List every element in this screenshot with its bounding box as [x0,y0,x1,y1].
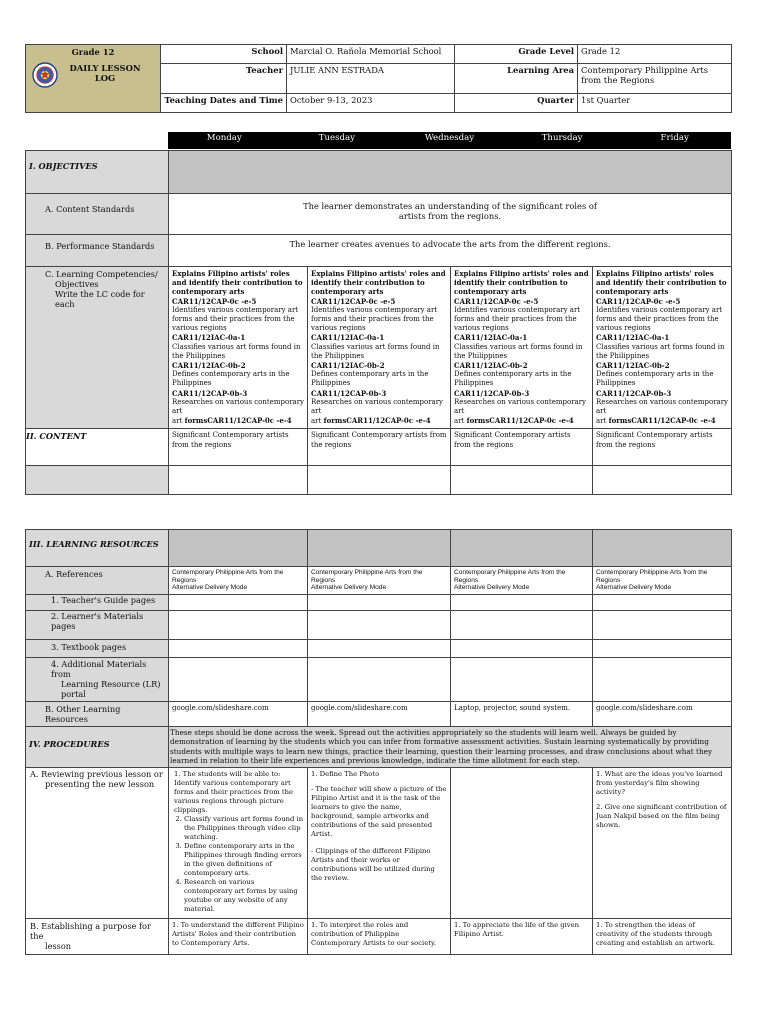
tg-2 [308,594,451,610]
competency-line: Researches on various contemporary art [311,397,444,416]
purpose-tuesday: 1. To interpret the roles and contribution of Philippine Contemporary Artists to our society. [308,918,451,954]
competency-line: Identifies various contemporary art forms and their practices from the various regions [454,305,581,333]
teacher-label: Teacher [161,64,287,94]
competency-line: CAR11/12IAC-0b-2 [172,361,246,371]
competency-line: Explains Filipino artists' roles and identify their contribution to contemporary arts [596,269,727,297]
dates-value: October 9-13, 2023 [287,94,455,113]
header-table [25,44,732,113]
competency-line: Explains Filipino artists' roles and identify their contribution to contemporary arts [311,269,446,297]
tb-3 [451,639,593,657]
competencies-label [26,267,169,429]
weekday-header [168,132,731,149]
review-monday-item-2: 2. Classify various art forms found in the Philippines through video clip watching. [184,815,304,842]
performance-standards-text: The learner creates avenues to advocate the arts from the different regions. [169,235,732,267]
day-friday: Friday [660,133,689,143]
purpose-label-line-2: lesson [45,940,72,951]
review-thursday [593,767,732,918]
competency-line: CAR11/12IAC-0a-1 [172,333,246,343]
references-line-1: Contemporary Philippine Arts from the Regions [172,569,284,584]
procedures-title: IV. PROCEDURES [26,726,169,767]
competency-last-code: formsCAR11/12CAP-0c -e-4 [466,416,574,426]
day-wednesday: Wednesday [424,133,475,143]
review-monday-intro-text: The students will be able to: Identify various contemporary art forms and their practices from the various regions through picture clippings. [174,769,294,814]
grade-level-label: Grade Level [455,45,578,64]
purpose-monday: 1. To understand the different Filipino Artists' Roles and their contribution to Contemporary Arts. [169,918,308,954]
resources-title: III. LEARNING RESOURCES [26,530,169,567]
tb-4 [593,639,732,657]
content-wednesday: Significant Contemporary artists from the regions [451,429,593,466]
competencies-label-line-2: Objectives [55,279,99,289]
tb-1 [169,639,308,657]
competency-line [311,416,447,426]
additional-line-2: Learning Resource (LR) [61,678,161,689]
learning-area-value: Contemporary Philippine Arts from the Regions [578,64,732,94]
textbook-label: 3. Textbook pages [26,639,169,657]
purpose-thursday: 1. To strengthen the ideas of creativity of the students through creating and establish an artwork. [593,918,732,954]
competency-line: CAR11/12CAP-0b-3 [311,388,387,398]
competency-line: Classifies various art forms found in the Philippines [454,342,583,360]
references-tuesday [308,567,451,595]
other-resources-wednesday: Laptop, projector, sound system. [451,701,593,726]
other-resources-tuesday: google.com/slideshare.com [308,701,451,726]
day-monday: Monday [206,133,242,143]
content-monday: Significant Contemporary artists from the regions [169,429,308,466]
content-thursday: Significant Contemporary artists from the regions [593,429,732,466]
competency-line: CAR11/12IAC-0a-1 [596,333,670,343]
competencies-wednesday [451,267,593,429]
references-label: A. References [26,567,169,595]
competency-line: Classifies various art forms found in the Philippines [172,342,301,360]
references-line-2: Alternative Delivery Mode [172,584,248,591]
lm-1 [169,610,308,639]
competency-line [596,416,728,426]
quarter-label: Quarter [455,94,578,113]
objectives-title: I. OBJECTIVES [26,151,169,194]
competencies-label-line-3: Write the LC code for each [55,289,145,309]
references-line-1: Contemporary Philippine Arts from the Regions [596,569,708,584]
references-line-2: Alternative Delivery Mode [454,584,530,591]
content-blank-3 [451,466,593,495]
competency-line: CAR11/12IAC-0b-2 [311,361,385,371]
review-tuesday-line-1: 1. Define The Photo [311,769,380,778]
teacher-value: JULIE ANN ESTRADA [287,64,455,94]
objectives-banner [169,151,732,194]
competencies-monday [169,267,308,429]
school-value: Marcial O. Rañola Memorial School [287,45,455,64]
competency-line: Identifies various contemporary art forms and their practices from the various regions [311,305,438,333]
resources-banner-4 [593,530,732,567]
competency-line: Explains Filipino artists' roles and identify their contribution to contemporary arts [172,269,303,297]
am-1 [169,657,308,701]
review-thursday-line-1: 1. What are the ideas you've learned from yesterday's film showing activity? [596,769,723,796]
competencies-thursday [593,267,732,429]
competency-line: CAR11/12IAC-0b-2 [454,361,528,371]
references-monday [169,567,308,595]
competency-line: CAR11/12IAC-0a-1 [454,333,528,343]
am-3 [451,657,593,701]
competency-last-plain: art [454,417,467,426]
competency-line: CAR11/12CAP-0c -e-5 [311,296,396,306]
competency-line [172,416,304,426]
competency-line: Classifies various art forms found in the Philippines [311,342,440,360]
content-blank-2 [308,466,451,495]
tg-1 [169,594,308,610]
other-resources-label: B. Other Learning Resources [26,701,169,726]
purpose-label [26,918,169,954]
review-tuesday [308,767,451,918]
competency-last-plain: art [311,417,324,426]
review-label-line-1: A. Reviewing previous lesson or [30,768,163,779]
references-line-2: Alternative Delivery Mode [596,584,672,591]
competency-last-code: formsCAR11/12CAP-0c -e-4 [608,416,716,426]
competency-line: CAR11/12CAP-0b-3 [172,388,248,398]
competencies-label-line-1: C. Learning Competencies/ [45,269,158,279]
tg-3 [451,594,593,610]
competency-line: Researches on various contemporary art [172,397,305,416]
am-2 [308,657,451,701]
competency-line: Explains Filipino artists' roles and identify their contribution to contemporary arts [454,269,589,297]
additional-line-1: 4. Additional Materials from [51,658,147,679]
day-tuesday: Tuesday [318,133,356,143]
performance-standards-label: B. Performance Standards [26,235,169,267]
tg-4 [593,594,732,610]
resources-procedures-table [25,529,732,955]
competency-line: Researches on various contemporary art [596,397,729,416]
content-title: II. CONTENT [26,429,169,466]
content-blank-1 [169,466,308,495]
content-standards-value: The learner demonstrates an understanding of the significant roles of artists from the regions. [303,201,597,221]
tb-2 [308,639,451,657]
references-thursday [593,567,732,595]
tg-label: 1. Teacher's Guide pages [26,594,169,610]
purpose-wednesday: 1. To appreciate the life of the given Filipino Artist. [451,918,593,954]
references-line-2: Alternative Delivery Mode [311,584,387,591]
review-monday-intro: 1. The students will be able to: Identify various contemporary art forms and their practices from the various regions through picture clippings. [174,769,294,814]
learning-area-label: Learning Area [455,64,578,94]
resources-banner-2 [308,530,451,567]
quarter-value: 1st Quarter [578,94,732,113]
competency-last-plain: art [596,417,609,426]
competency-line: Classifies various art forms found in the Philippines [596,342,725,360]
other-resources-thursday: google.com/slideshare.com [593,701,732,726]
other-resources-monday: google.com/slideshare.com [169,701,308,726]
references-wednesday [451,567,593,595]
competency-last-code: formsCAR11/12CAP-0c -e-4 [323,416,431,426]
review-tuesday-line-3: - Clippings of the different Filipino Artists and their works or contributions will be utilized during the review. [311,846,435,882]
competency-line: CAR11/12CAP-0c -e-5 [454,296,539,306]
competencies-tuesday [308,267,451,429]
review-tuesday-line-2: - The teacher will show a picture of the Filipino Artist and it is the task of the learners to give the name, background, sample artworks and contributions of the said presented Artist. [311,784,447,838]
review-monday [169,767,308,918]
procedures-intro: These steps should be done across the week. Spread out the activities appropriately so the students will learn well. Always be guided by demonstration of learning by the students which you can infer from formative assessment activities. Sustain learning systematically by providing students with multiple ways to learn new things, practice their learning, question their learning processes, and draw conclusions about what they learned in relation to their life experiences and previous knowledge, indicate the time allotment for each step. [169,726,732,767]
review-label-line-2: presenting the new lesson [45,778,155,789]
grade-label: Grade 12 [71,47,115,57]
competency-last-plain: art [172,417,185,426]
purpose-label-line-1: B. Establishing a purpose for the [30,920,151,941]
content-standards-text [169,194,732,235]
competency-line: CAR11/12CAP-0b-3 [596,388,672,398]
competency-line: Defines contemporary arts in the Philippines [454,370,572,388]
review-monday-item-3: 3. Define contemporary arts in the Philippines through finding errors in the given definitions of contemporary arts. [184,842,304,878]
resources-banner-3 [451,530,593,567]
log-title-line-1: DAILY LESSON [69,63,141,73]
competency-line: Defines contemporary arts in the Philippines [311,370,429,388]
lm-label: 2. Learner's Materials pages [26,610,169,639]
content-blank-4 [593,466,732,495]
competency-line: CAR11/12IAC-0a-1 [311,333,385,343]
objectives-table [25,150,732,495]
competency-line: CAR11/12IAC-0b-2 [596,361,670,371]
competency-line: Researches on various contemporary art [454,397,587,416]
day-thursday: Thursday [541,133,583,143]
additional-materials-label [26,657,169,701]
log-title-line-2: LOG [94,73,116,83]
lm-3 [451,610,593,639]
resources-banner-1 [169,530,308,567]
content-blank-label [26,466,169,495]
school-label: School [161,45,287,64]
lm-4 [593,610,732,639]
grade-level-value: Grade 12 [578,45,732,64]
competency-line: CAR11/12CAP-0c -e-5 [596,296,681,306]
content-standards-label: A. Content Standards [26,194,169,235]
content-tuesday: Significant Contemporary artists from the regions [308,429,451,466]
dates-label: Teaching Dates and Time [161,94,287,113]
review-monday-list [172,815,304,914]
lm-2 [308,610,451,639]
review-thursday-line-2: 2. Give one significant contribution of Juan Nakpil based on the film being shown. [596,802,727,829]
am-4 [593,657,732,701]
competency-line: Identifies various contemporary art forms and their practices from the various regions [172,305,299,333]
competency-line: Defines contemporary arts in the Philippines [172,370,290,388]
log-title-cell [26,45,161,113]
competency-line: Defines contemporary arts in the Philippines [596,370,714,388]
references-line-1: Contemporary Philippine Arts from the Regions [454,569,566,584]
competency-last-code: formsCAR11/12CAP-0c -e-4 [184,416,292,426]
review-wednesday [451,767,593,918]
deped-seal-icon [32,62,58,88]
additional-line-3: portal [61,688,86,699]
references-line-1: Contemporary Philippine Arts from the Regions [311,569,423,584]
competency-line [454,416,589,426]
competency-line: Identifies various contemporary art forms and their practices from the various regions [596,305,723,333]
review-lesson-label [26,767,169,918]
competency-line: CAR11/12CAP-0c -e-5 [172,296,257,306]
review-monday-item-4: 4. Research on various contemporary art forms by using youtube or any website of any material. [184,878,304,914]
competency-line: CAR11/12CAP-0b-3 [454,388,530,398]
